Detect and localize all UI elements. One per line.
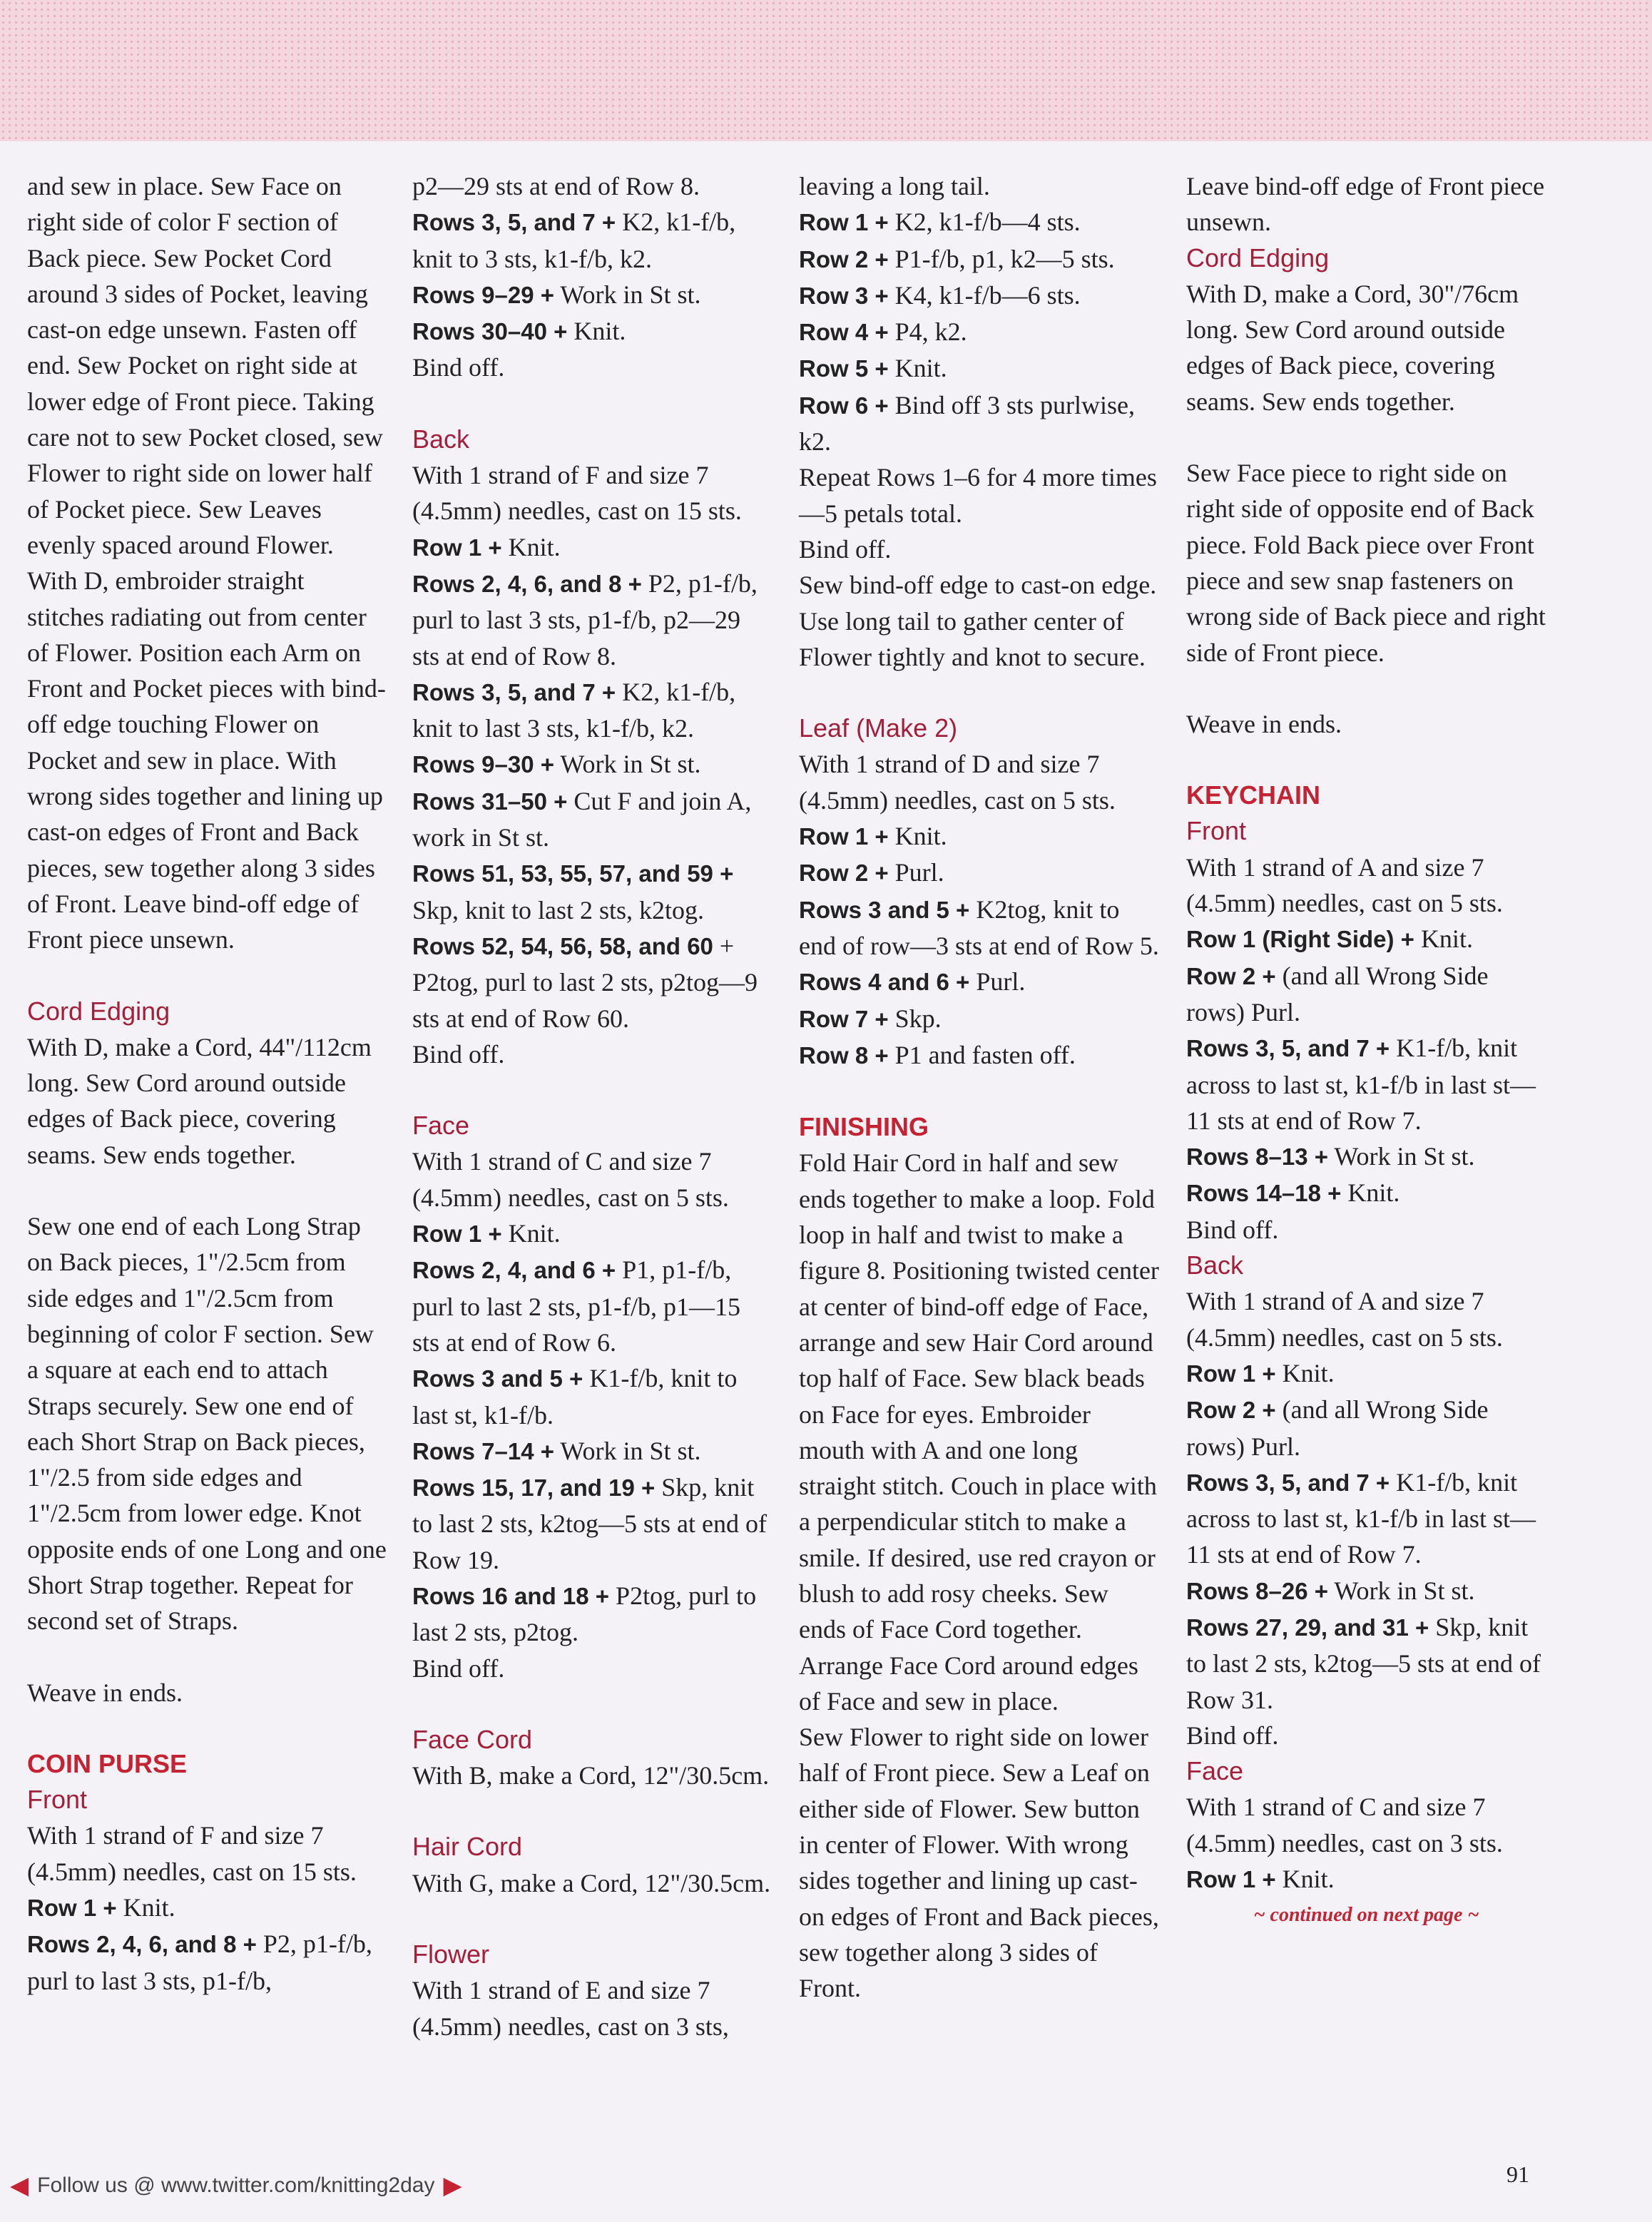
row-text: P4, k2. [888, 317, 967, 347]
row-label: Row 6 + [799, 392, 889, 419]
row-instruction [799, 818, 1159, 855]
row-instruction [412, 277, 773, 313]
row-instruction [412, 746, 773, 783]
section-heading: Front [27, 1785, 88, 1815]
row-label: Row 1 + [1186, 1866, 1276, 1893]
paragraph: p2—29 sts at end of Row 8. [412, 172, 700, 200]
row-instruction [799, 1037, 1159, 1074]
row-label: Rows 31–50 + [412, 788, 568, 815]
row-label: Row 1 + [412, 534, 502, 561]
row-instruction [799, 855, 1159, 891]
row-instruction [412, 566, 773, 674]
row-text: P1 and fasten off. [888, 1040, 1076, 1069]
paragraph: Sew Flower to right side on lower half of Front piece. Sew a Leaf on either side of Flower. Sew button in center of Flower. With wrong sides together and lining up cast-on edges of Front and Back pieces, sew together along 3 sides of Front. [799, 1723, 1159, 2003]
row-instruction [799, 964, 1159, 1000]
project-heading: KEYCHAIN [1186, 780, 1321, 810]
section-heading: Leaf (Make 2) [799, 713, 958, 743]
row-text: Skp, knit to last 2 sts, k2tog—5 sts at end of Row 19. [412, 1473, 767, 1574]
paragraph: Bind off. [1186, 1215, 1279, 1244]
row-text: P1-f/b, p1, k2—5 sts. [888, 244, 1115, 273]
row-label: Row 1 + [27, 1895, 117, 1922]
paragraph: With 1 strand of D and size 7 (4.5mm) needles, cast on 5 sts. [799, 750, 1116, 815]
row-label: Row 7 + [799, 1005, 889, 1032]
row-instruction [412, 855, 773, 928]
row-instruction [1186, 1175, 1546, 1211]
section-heading: Cord Edging [27, 996, 170, 1026]
row-label: Rows 2, 4, 6, and 8 + [27, 1931, 257, 1958]
row-instruction [412, 1578, 773, 1651]
row-instruction [412, 1216, 773, 1252]
row-label: Rows 8–26 + [1186, 1577, 1329, 1604]
row-text: Work in St st. [1328, 1576, 1475, 1605]
row-text: Skp, knit to last 2 sts, k2tog—5 sts at end of Row 31. [1186, 1612, 1541, 1714]
row-instruction [1186, 1464, 1546, 1573]
paragraph: Repeat Rows 1–6 for 4 more times—5 petals total. [799, 463, 1157, 528]
row-label: Row 2 + [1186, 962, 1276, 989]
row-label: Rows 51, 53, 55, 57, and 59 + [412, 860, 734, 887]
arrow-right-icon: ▶ [443, 2172, 462, 2199]
continued-note [1186, 1897, 1546, 1933]
row-instruction [27, 1926, 387, 1999]
row-instruction [1186, 1861, 1546, 1897]
section-heading: Face [1186, 1756, 1244, 1786]
paragraph: With 1 strand of F and size 7 (4.5mm) needles, cast on 15 sts. [27, 1821, 357, 1886]
row-label: Row 1 + [1186, 1360, 1276, 1387]
paragraph: Leave bind-off edge of Front piece unsewn. [1186, 172, 1545, 237]
row-text: Knit. [501, 532, 561, 561]
paragraph: and sew in place. Sew Face on right side of color F section of Back piece. Sew Pocket Cord around 3 sides of Pocket, leaving cast-on edge unsewn. Fasten off end. Sew Pocket on right side at lower edge of Front piece. Taking care not to sew Pocket closed, sew Flower to right side on lower half of Pocket piece. Sew Leaves evenly spaced around Flower. With D, embroider straight stitches radiating out from center of Flower. Position each Arm on Front and Pocket pieces with bind-off edge touching Flower on Pocket and sew in place. With wrong sides together and lining up cast-on edges of Front and Back pieces, sew together along 3 sides of Front. Leave bind-off edge of Front piece unsewn. [27, 172, 386, 954]
section-heading: Back [412, 424, 470, 454]
row-instruction [1186, 1138, 1546, 1175]
paragraph: Bind off. [412, 1039, 505, 1069]
paragraph: Bind off. [412, 353, 505, 382]
row-text: Knit. [567, 317, 626, 346]
row-text: K2, k1-f/b, knit to last 3 sts, k1-f/b, k2. [412, 677, 736, 743]
paragraph: With B, make a Cord, 12"/30.5cm. [412, 1761, 770, 1790]
row-label: Rows 52, 54, 56, 58, and 60 [412, 932, 713, 959]
paragraph: With 1 strand of C and size 7 (4.5mm) needles, cast on 5 sts. [412, 1147, 729, 1212]
row-text: Cut F and join A, work in St st. [412, 786, 752, 852]
row-label: Row 4 + [799, 319, 889, 346]
row-text: Knit. [888, 354, 947, 383]
row-instruction [1186, 1392, 1546, 1464]
paragraph: Bind off. [412, 1653, 505, 1683]
paragraph: With D, make a Cord, 30"/76cm long. Sew Cord around outside edges of Back piece, covering seams. Sew ends together. [1186, 279, 1519, 416]
row-label: Rows 14–18 + [1186, 1180, 1342, 1207]
row-text: Knit. [1275, 1358, 1335, 1387]
row-label: Rows 2, 4, and 6 + [412, 1257, 616, 1284]
row-label: Rows 3, 5, and 7 + [1186, 1035, 1390, 1062]
row-instruction [799, 314, 1159, 350]
row-instruction [412, 928, 773, 1036]
row-label: Rows 7–14 + [412, 1437, 555, 1464]
paragraph: Sew Face piece to right side on right side of opposite end of Back piece. Fold Back piece over Front piece and sew snap fasteners on wrong side of Back piece and right side of Front piece. [1186, 459, 1546, 667]
row-text: Work in St st. [1328, 1142, 1475, 1171]
paragraph: Sew bind-off edge to cast-on edge. Use long tail to gather center of Flower tightly and knot to secure. [799, 571, 1157, 671]
row-text: Knit. [1341, 1178, 1400, 1208]
row-instruction [799, 387, 1159, 460]
section-heading: Hair Cord [412, 1832, 523, 1862]
row-text: Knit. [888, 822, 947, 851]
row-text: Skp. [888, 1004, 942, 1033]
row-text: Bind off 3 sts purlwise, k2. [799, 390, 1135, 457]
row-label: Rows 3, 5, and 7 + [412, 678, 616, 705]
row-label: Rows 3, 5, and 7 + [1186, 1469, 1390, 1496]
paragraph: With G, make a Cord, 12"/30.5cm. [412, 1868, 771, 1897]
decorative-header-band [0, 0, 1652, 141]
page-footer [0, 2161, 1652, 2222]
row-instruction [799, 277, 1159, 314]
row-label: Rows 27, 29, and 31 + [1186, 1614, 1429, 1641]
row-instruction [799, 350, 1159, 387]
paragraph: With D, make a Cord, 44"/112cm long. Sew Cord around outside edges of Back piece, covering seams. Sew ends together. [27, 1032, 372, 1169]
row-text: K2tog, knit to end of row—3 sts at end of Row 5. [799, 895, 1159, 960]
row-instruction [799, 204, 1159, 240]
project-heading: COIN PURSE [27, 1748, 188, 1778]
row-label: Rows 15, 17, and 19 + [412, 1474, 656, 1502]
row-instruction [1186, 1609, 1546, 1718]
paragraph: Weave in ends. [27, 1678, 183, 1707]
paragraph: Bind off. [1186, 1721, 1279, 1750]
row-label: Rows 2, 4, 6, and 8 + [412, 570, 642, 597]
row-text: Skp, knit to last 2 sts, k2tog. [412, 895, 705, 924]
arrow-left-icon: ◀ [10, 2172, 29, 2199]
row-label: Rows 16 and 18 + [412, 1582, 610, 1609]
row-instruction [1186, 1030, 1546, 1138]
row-text: (and all Wrong Side rows) Purl. [1186, 1395, 1489, 1461]
row-text: Knit. [116, 1893, 175, 1922]
row-text: (and all Wrong Side rows) Purl. [1186, 961, 1489, 1026]
row-text: Work in St st. [554, 280, 701, 309]
row-label: Row 1 + [799, 823, 889, 850]
row-text: Purl. [969, 967, 1026, 997]
row-text: K1-f/b, knit across to last st, k1-f/b in last st—11 sts at end of Row 7. [1186, 1467, 1536, 1569]
row-instruction [412, 1252, 773, 1360]
continued-text: continued on next page [1270, 1904, 1463, 1927]
section-heading: Back [1186, 1250, 1244, 1280]
paragraph: Weave in ends. [1186, 709, 1342, 738]
row-text: Purl. [888, 858, 944, 887]
row-text: Knit. [1275, 1865, 1335, 1894]
row-text: K2, k1-f/b, knit to 3 sts, k1-f/b, k2. [412, 208, 736, 273]
row-instruction [799, 892, 1159, 964]
page-number: 91 [1506, 2161, 1529, 2187]
row-instruction [412, 313, 773, 350]
twitter-text: Follow us @ www.twitter.com/knitting2day [37, 2173, 435, 2197]
section-heading: Cord Edging [1186, 243, 1330, 272]
row-label: Rows 4 and 6 + [799, 969, 970, 996]
row-instruction [412, 529, 773, 566]
row-instruction [412, 204, 773, 277]
row-instruction [412, 1433, 773, 1469]
row-text: K1-f/b, knit across to last st, k1-f/b in last st—11 sts at end of Row 7. [1186, 1034, 1536, 1135]
row-label: Row 2 + [799, 245, 889, 272]
paragraph: With 1 strand of C and size 7 (4.5mm) needles, cast on 3 sts. [1186, 1793, 1503, 1857]
row-instruction [412, 674, 773, 747]
section-heading: Face Cord [412, 1724, 533, 1754]
row-instruction [1186, 921, 1546, 957]
row-label: Row 2 + [1186, 1397, 1276, 1424]
paragraph: Sew one end of each Long Strap on Back pieces, 1"/2.5cm from side edges and 1"/2.5cm from beginning of color F section. Sew a square at each end to attach Straps securely. Sew one end of each Short Strap on Back pieces, 1"/2.5 from side edges and 1"/2.5cm from lower edge. Knot opposite ends of one Long and one Short Strap together. Repeat for second set of Straps. [27, 1212, 387, 1636]
row-text: K4, k1-f/b—6 sts. [888, 280, 1081, 310]
row-text: K2, k1-f/b—4 sts. [888, 208, 1081, 237]
column-1 [27, 168, 387, 2094]
column-2 [412, 168, 773, 2094]
row-label: Row 1 + [412, 1220, 502, 1248]
row-label: Rows 3 and 5 + [412, 1365, 583, 1392]
row-text: Work in St st. [554, 750, 701, 779]
row-text: P2, p1-f/b, purl to last 3 sts, p1-f/b, [27, 1930, 372, 1995]
row-instruction [1186, 958, 1546, 1031]
row-label: Row 3 + [799, 282, 889, 309]
row-instruction [799, 1001, 1159, 1037]
paragraph: With 1 strand of E and size 7 (4.5mm) needles, cast on 3 sts, [412, 1976, 729, 2041]
paragraph: With 1 strand of A and size 7 (4.5mm) needles, cast on 5 sts. [1186, 852, 1503, 918]
paragraph: Bind off. [799, 534, 892, 564]
row-instruction [412, 1469, 773, 1578]
row-label: Row 8 + [799, 1041, 889, 1069]
row-instruction [412, 1360, 773, 1433]
row-instruction [799, 241, 1159, 277]
paragraph: leaving a long tail. [799, 172, 990, 200]
row-text: K1-f/b, knit to last st, k1-f/b. [412, 1364, 738, 1429]
row-label: Rows 8–13 + [1186, 1143, 1329, 1171]
project-heading: FINISHING [799, 1112, 929, 1142]
row-label: Row 5 + [799, 355, 889, 382]
row-text: Work in St st. [554, 1436, 701, 1465]
row-text: Knit. [1414, 924, 1473, 954]
paragraph: Fold Hair Cord in half and sew ends together to make a loop. Fold loop in half and twist to make a figure 8. Positioning twisted center at center of bind-off edge of Face, arrange and sew Hair Cord around top half of Face. Sew black beads on Face for eyes. Embroider mouth with A and one long straight stitch. Couch in place with a perpendicular stitch to make a smile. If desired, use red crayon or blush to add rosy cheeks. Sew ends of Face Cord together. Arrange Face Cord around edges of Face and sew in place. [799, 1148, 1159, 1716]
row-text: + P2tog, purl to last 2 sts, p2tog—9 sts at end of Row 60. [412, 931, 758, 1033]
column-3 [799, 168, 1159, 2094]
row-instruction [1186, 1355, 1546, 1392]
row-label: Rows 3 and 5 + [799, 896, 970, 923]
row-text: P1, p1-f/b, purl to last 2 sts, p1-f/b, p1—15 sts at end of Row 6. [412, 1255, 740, 1357]
swirl-left-icon: ~ [1253, 1904, 1265, 1927]
row-label: Rows 3, 5, and 7 + [412, 209, 616, 236]
row-text: Knit. [501, 1219, 561, 1248]
swirl-right-icon: ~ [1467, 1904, 1479, 1927]
column-4 [1186, 168, 1546, 2094]
paragraph: With 1 strand of A and size 7 (4.5mm) needles, cast on 5 sts. [1186, 1287, 1503, 1352]
section-heading: Face [412, 1111, 470, 1141]
section-heading: Flower [412, 1940, 490, 1969]
row-instruction [412, 783, 773, 856]
row-text: P2tog, purl to last 2 sts, p2tog. [412, 1581, 757, 1647]
row-label: Rows 9–29 + [412, 281, 555, 308]
row-text: P2, p1-f/b, purl to last 3 sts, p1-f/b, p2—29 sts at end of Row 8. [412, 569, 758, 671]
row-instruction [27, 1890, 387, 1926]
row-instruction [1186, 1573, 1546, 1609]
row-label: Rows 30–40 + [412, 318, 568, 345]
paragraph: With 1 strand of F and size 7 (4.5mm) needles, cast on 15 sts. [412, 461, 742, 526]
twitter-link[interactable] [10, 2171, 462, 2200]
row-label: Row 1 + [799, 209, 889, 236]
row-label: Row 1 (Right Side) + [1186, 926, 1414, 953]
section-heading: Front [1186, 816, 1247, 846]
row-label: Row 2 + [799, 860, 889, 887]
row-label: Rows 9–30 + [412, 751, 555, 778]
